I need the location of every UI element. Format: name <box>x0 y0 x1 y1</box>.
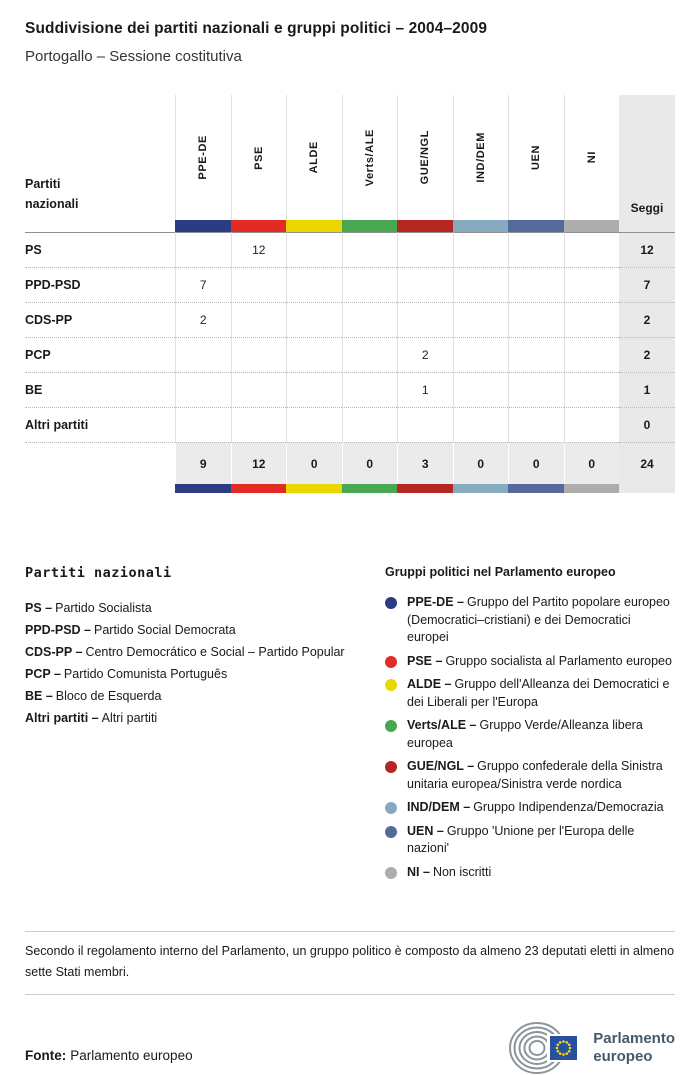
table-cell <box>231 407 287 442</box>
column-header <box>564 95 620 220</box>
group-abbr: UEN – <box>407 823 444 838</box>
legend-item <box>25 619 385 641</box>
party-name: Partido Comunista Português <box>63 667 228 681</box>
group-color-bar <box>397 484 453 493</box>
group-color-dot <box>385 656 397 668</box>
party-abbr: CDS-PP – <box>25 645 83 659</box>
party-abbr: Altri partiti – <box>25 711 99 725</box>
page-subtitle: Portogallo – Sessione costitutiva <box>25 48 242 65</box>
table-cell <box>508 232 564 267</box>
table-cell <box>342 232 398 267</box>
column-header <box>453 95 509 220</box>
table-cell <box>175 337 231 372</box>
table-cell <box>397 302 453 337</box>
column-header-label: IND/DEM <box>474 132 487 183</box>
group-color-dot <box>385 679 397 691</box>
table-cell <box>175 232 231 267</box>
group-abbr: IND/DEM – <box>407 800 471 814</box>
seats-cell: 2 <box>619 337 675 372</box>
group-color-dot <box>385 867 397 879</box>
group-desc: Non iscritti <box>432 864 492 879</box>
table-cell <box>564 337 620 372</box>
group-abbr: ALDE – <box>407 677 452 691</box>
political-groups-legend-title: Gruppi politici nel Parlamento europeo <box>385 565 616 579</box>
group-color-dot <box>385 761 397 773</box>
group-desc: Gruppo socialista al Parlamento europeo <box>445 653 672 668</box>
table-cell <box>231 267 287 302</box>
table-cell: 1 <box>397 372 453 407</box>
legend-item <box>385 799 675 817</box>
totals-corner <box>25 442 175 484</box>
column-header <box>342 95 398 220</box>
group-abbr: PSE – <box>407 653 443 668</box>
table-cell <box>564 302 620 337</box>
totals-cell: 0 <box>342 442 398 484</box>
table-cell <box>342 267 398 302</box>
group-abbr: PPE-DE – <box>407 595 464 609</box>
party-name: Centro Democrático e Social – Partido Popular <box>85 645 345 659</box>
source-label: Fonte: <box>25 1048 67 1063</box>
party-label: PPD-PSD <box>25 267 175 302</box>
table-cell <box>508 372 564 407</box>
party-abbr: PCP – <box>25 667 61 681</box>
logo-text-line1: Parlamento <box>593 1030 675 1047</box>
spacer <box>619 220 675 232</box>
group-color-bar <box>342 484 398 493</box>
national-parties-legend <box>25 565 385 887</box>
table-cell <box>508 302 564 337</box>
table-cell: 12 <box>231 232 287 267</box>
group-abbr: Verts/ALE – <box>407 718 477 732</box>
party-name: Altri partiti <box>101 711 158 725</box>
table-cell <box>231 302 287 337</box>
spacer <box>25 484 175 493</box>
group-color-bar <box>453 484 509 493</box>
totals-cell: 0 <box>453 442 509 484</box>
group-color-dot <box>385 597 397 609</box>
table-cell <box>564 407 620 442</box>
group-color-bar <box>564 220 620 232</box>
political-groups-legend <box>385 565 675 887</box>
legend-section <box>25 565 675 887</box>
national-parties-legend-title: Partiti nazionali <box>25 565 172 581</box>
table-cell <box>286 337 342 372</box>
totals-cell: 12 <box>231 442 287 484</box>
table-cell <box>564 267 620 302</box>
footnote: Secondo il regolamento interno del Parlamento, un gruppo politico è composto da almeno 23 deputati eletti in almeno sette Stati membri. <box>25 931 675 983</box>
party-name: Partido Socialista <box>55 601 152 615</box>
party-abbr: BE – <box>25 689 53 703</box>
legend-item <box>385 758 675 793</box>
group-color-bar <box>397 220 453 232</box>
totals-cell: 0 <box>286 442 342 484</box>
legend-item <box>25 707 385 729</box>
group-desc: Gruppo confederale della Sinistra unitaria europea/Sinistra verde nordica <box>407 759 663 791</box>
source-value: Parlamento europeo <box>70 1048 193 1063</box>
table-cell <box>175 407 231 442</box>
page-title: Suddivisione dei partiti nazionali e gruppi politici – 2004–2009 <box>25 20 488 37</box>
seats-cell: 7 <box>619 267 675 302</box>
table-cell <box>342 407 398 442</box>
group-abbr: GUE/NGL – <box>407 759 475 773</box>
table-cell <box>453 337 509 372</box>
group-color-bar <box>508 484 564 493</box>
table-cell <box>508 267 564 302</box>
group-desc: Gruppo dell'Alleanza dei Democratici e dei Liberali per l'Europa <box>407 677 670 709</box>
group-color-dot <box>385 802 397 814</box>
spacer <box>25 220 175 232</box>
party-abbr: PS – <box>25 601 53 615</box>
table-cell <box>453 232 509 267</box>
group-color-dot <box>385 826 397 838</box>
table-cell <box>453 407 509 442</box>
group-color-bar <box>453 220 509 232</box>
table-cell: 2 <box>397 337 453 372</box>
group-color-bar <box>231 220 287 232</box>
column-header-label: PPE-DE <box>197 135 210 180</box>
table-cell <box>397 232 453 267</box>
table-cell <box>231 372 287 407</box>
group-desc: Gruppo Indipendenza/Democrazia <box>473 800 664 814</box>
totals-cell: 0 <box>508 442 564 484</box>
table-cell <box>453 302 509 337</box>
logo-text-line2: europeo <box>593 1048 653 1065</box>
party-name: Bloco de Esquerda <box>55 689 162 703</box>
table-cell <box>286 267 342 302</box>
seats-cell: 2 <box>619 302 675 337</box>
table-cell: 2 <box>175 302 231 337</box>
party-label: BE <box>25 372 175 407</box>
seats-cell: 1 <box>619 372 675 407</box>
table-cell <box>231 337 287 372</box>
corner-header-line1: Partiti <box>25 177 61 191</box>
column-header <box>175 95 231 220</box>
column-header <box>231 95 287 220</box>
seats-column-header: Seggi <box>619 95 675 220</box>
group-abbr: NI – <box>407 864 430 879</box>
party-label: CDS-PP <box>25 302 175 337</box>
corner-header <box>25 95 175 220</box>
seats-cell: 0 <box>619 407 675 442</box>
group-color-bar <box>564 484 620 493</box>
table-cell <box>342 337 398 372</box>
table-cell <box>286 302 342 337</box>
group-color-bar <box>175 484 231 493</box>
group-color-dot <box>385 720 397 732</box>
corner-header-line2: nazionali <box>25 197 79 211</box>
table-cell <box>564 232 620 267</box>
party-label: Altri partiti <box>25 407 175 442</box>
group-color-bar <box>508 220 564 232</box>
column-header <box>286 95 342 220</box>
legend-item <box>25 663 385 685</box>
table-cell <box>453 267 509 302</box>
column-header-label: UEN <box>530 144 543 171</box>
column-header-label: GUE/NGL <box>419 130 432 185</box>
table-cell <box>286 372 342 407</box>
seats-cell: 12 <box>619 232 675 267</box>
table-cell <box>286 407 342 442</box>
group-desc: Gruppo Verde/Alleanza libera europea <box>407 718 643 750</box>
table-cell <box>397 407 453 442</box>
legend-item <box>385 653 675 671</box>
totals-cell: 3 <box>397 442 453 484</box>
legend-item <box>25 685 385 707</box>
column-header <box>508 95 564 220</box>
source-text <box>25 1048 193 1063</box>
group-color-bar <box>286 220 342 232</box>
legend-item <box>385 864 675 882</box>
group-color-bar <box>231 484 287 493</box>
divider <box>25 994 675 995</box>
legend-item <box>385 823 675 858</box>
legend-item <box>385 676 675 711</box>
european-parliament-logo <box>509 1021 675 1075</box>
table-cell <box>286 232 342 267</box>
table-cell <box>175 372 231 407</box>
legend-item <box>385 594 675 647</box>
group-desc: Gruppo del Partito popolare europeo (Democratici–cristiani) e dei Democratici europei <box>407 595 670 644</box>
table-cell <box>342 372 398 407</box>
column-header-label: Verts/ALE <box>363 128 376 187</box>
legend-item <box>25 641 385 663</box>
group-desc: Gruppo 'Unione per l'Europa delle nazioni' <box>407 823 635 855</box>
column-header-label: NI <box>585 151 598 164</box>
table-cell <box>508 337 564 372</box>
table-cell <box>397 267 453 302</box>
party-name: Partido Social Democrata <box>94 623 236 637</box>
group-color-bar <box>175 220 231 232</box>
table-cell <box>508 407 564 442</box>
legend-item <box>385 717 675 752</box>
table-cell <box>342 302 398 337</box>
table-cell: 7 <box>175 267 231 302</box>
column-header-label: ALDE <box>308 141 321 174</box>
source-row <box>25 1021 675 1075</box>
party-group-table <box>25 95 675 493</box>
eu-flag-icon <box>550 1036 577 1060</box>
party-abbr: PPD-PSD – <box>25 623 91 637</box>
group-color-bar <box>286 484 342 493</box>
table-cell <box>564 372 620 407</box>
legend-item <box>25 597 385 619</box>
hemicycle-icon <box>509 1021 583 1075</box>
party-label: PS <box>25 232 175 267</box>
table-cell <box>453 372 509 407</box>
totals-cell: 0 <box>564 442 620 484</box>
column-header <box>397 95 453 220</box>
party-label: PCP <box>25 337 175 372</box>
total-seats-cell: 24 <box>619 442 675 484</box>
group-color-bar <box>342 220 398 232</box>
totals-cell: 9 <box>175 442 231 484</box>
spacer <box>619 484 675 493</box>
column-header-label: PSE <box>252 145 265 170</box>
